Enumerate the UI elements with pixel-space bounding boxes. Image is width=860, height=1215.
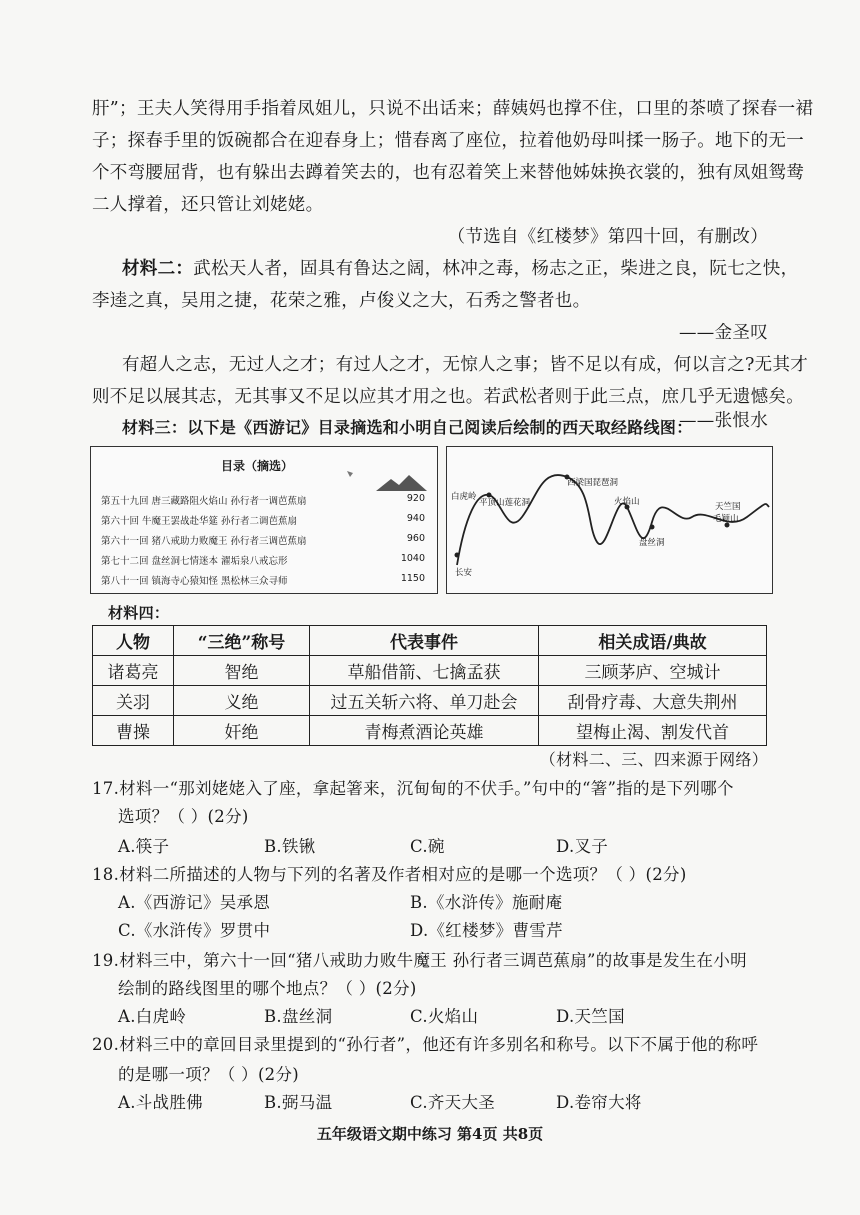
q17-option-c: C.碗 xyxy=(410,837,445,856)
table-cell: 关羽 xyxy=(93,686,174,716)
material2-author-1: ——金圣叹 xyxy=(679,323,768,343)
q20-line-2: 的是哪一项？（ ）(2分) xyxy=(118,1065,300,1084)
table-header-cell: 相关成语/典故 xyxy=(539,626,767,656)
material4-source: （材料二、三、四来源于网络） xyxy=(539,750,768,769)
material2-author-2: ——张恨水 xyxy=(679,411,768,431)
toc-page-1: 920 xyxy=(406,493,425,504)
toc-page-2: 940 xyxy=(406,513,425,524)
q17-line-1: 17.材料一“那刘姥姥入了座，拿起箸来，沉甸甸的不伏手。”句中的“箸”指的是下列哪个 xyxy=(92,779,734,798)
material2-label: 材料二： xyxy=(122,259,194,279)
q19-option-b: B.盘丝洞 xyxy=(264,1007,333,1026)
table-cell: 青梅煮酒论英雄 xyxy=(310,716,539,746)
toc-page-5: 1150 xyxy=(400,573,425,584)
q17-option-a: A.筷子 xyxy=(118,837,170,856)
q18-option-b: B.《水浒传》施耐庵 xyxy=(410,893,563,912)
q19-line-1: 19.材料三中，第六十一回“猪八戒助力败牛魔王 孙行者三调芭蕉扇”的故事是发生在小明 xyxy=(92,951,747,970)
table-row xyxy=(93,656,767,686)
table-header-cell: 代表事件 xyxy=(310,626,539,656)
toc-row-3: 第六十一回 猪八戒助力败魔王 孙行者三调芭蕉扇 xyxy=(101,536,307,547)
table-cell: 义绝 xyxy=(174,686,310,716)
table-cell: 望梅止渴、割发代首 xyxy=(539,716,767,746)
q18-option-d: D.《红楼梦》曹雪芹 xyxy=(410,921,563,940)
route-map xyxy=(446,446,773,594)
material4-label: 材料四： xyxy=(108,604,170,622)
toc-row-1: 第五十九回 唐三藏路阻火焰山 孙行者一调芭蕉扇 xyxy=(101,496,307,507)
q19-line-2: 绘制的路线图里的哪个地点？（ ）(2分) xyxy=(118,979,417,998)
route-label-pansi: 盘丝洞 xyxy=(639,538,665,548)
route-label-pingding: 平顶山莲花洞 xyxy=(479,498,531,508)
table-header-cell: “三绝”称号 xyxy=(174,626,310,656)
route-label-changan: 长安 xyxy=(455,568,473,578)
material2-line-4: 则不足以展其志，无其事又不足以应其才用之也。若武松者则于此三点，庶几乎无遗憾矣。 xyxy=(92,387,804,407)
table-cell: 曹操 xyxy=(93,716,174,746)
table-cell: 过五关斩六将、单刀赴会 xyxy=(310,686,539,716)
material1-line-1: 肝”；王夫人笑得用手指着凤姐儿，只说不出话来；薛姨妈也撑不住，口里的茶喷了探春一裙 xyxy=(92,99,814,119)
q18-line-1: 18.材料二所描述的人物与下列的名著及作者相对应的是哪一个选项？（ ）(2分) xyxy=(92,865,687,884)
table-cell: 草船借箭、七擒孟获 xyxy=(310,656,539,686)
route-label-tianzhu: 天竺国 xyxy=(715,502,741,512)
toc-row-4: 第七十二回 盘丝洞七情迷本 濯垢泉八戒忘形 xyxy=(101,556,288,567)
table-cell: 诸葛亮 xyxy=(93,656,174,686)
table-cell: 奸绝 xyxy=(174,716,310,746)
page-footer: 五年级语文期中练习 第4页 共8页 xyxy=(316,1125,544,1143)
material2-text-1: 武松天人者，固具有鲁达之阔，林冲之毒，杨志之正，柴进之良，阮七之快， xyxy=(193,259,799,279)
toc-page-3: 960 xyxy=(406,533,425,544)
toc-box xyxy=(90,446,438,594)
table-row xyxy=(93,716,767,746)
q20-line-1: 20.材料三中的章回目录里提到的“孙行者”，他还有许多别名和称号。以下不属于他的称呼 xyxy=(92,1035,759,1054)
q18-option-c: C.《水浒传》罗贯中 xyxy=(118,921,271,940)
table-header-cell: 人物 xyxy=(93,626,174,656)
material3-intro: 材料三：以下是《西游记》目录摘选和小明自己阅读后绘制的西天取经路线图： xyxy=(122,418,693,437)
route-label-xiliang: 西梁国琵琶洞 xyxy=(567,478,619,488)
q19-option-a: A.白虎岭 xyxy=(118,1007,187,1026)
material1-line-4: 二人撑着，还只管让刘姥姥。 xyxy=(92,195,324,215)
q17-line-2: 选项？（ ）(2分) xyxy=(118,807,249,826)
q20-option-d: D.卷帘大将 xyxy=(556,1093,642,1112)
material1-line-3: 个不弯腰屈背，也有躲出去蹲着笑去的，也有忍着笑上来替他姊妹换衣裳的，独有凤姐鸳鸯 xyxy=(92,163,804,183)
q20-option-c: C.齐天大圣 xyxy=(410,1093,496,1112)
toc-title: 目录（摘选） xyxy=(221,459,294,473)
route-label-maoying: 毛颖山 xyxy=(713,514,739,524)
q17-option-b: B.铁锹 xyxy=(264,837,316,856)
material2-line-3: 有超人之志，无过人之才；有过人之才，无惊人之事；皆不足以有成，何以言之?无其才 xyxy=(122,355,809,375)
toc-page-4: 1040 xyxy=(400,553,425,564)
toc-row-5: 第八十一回 镇海寺心猿知怪 黑松林三众寻师 xyxy=(101,576,288,587)
q19-option-c: C.火焰山 xyxy=(410,1007,479,1026)
material1-line-2: 子；探春手里的饭碗都合在迎春身上；惜春离了座位，拉着他奶母叫揉一肠子。地下的无一 xyxy=(92,131,804,151)
q19-option-d: D.天竺国 xyxy=(556,1007,625,1026)
q20-option-b: B.弼马温 xyxy=(264,1093,333,1112)
table-row xyxy=(93,686,767,716)
mountain-illustration xyxy=(341,461,431,495)
material1-source: （节选自《红楼梦》第四十回，有删改） xyxy=(447,227,768,247)
table-cell: 刮骨疗毒、大意失荆州 xyxy=(539,686,767,716)
q20-option-a: A.斗战胜佛 xyxy=(118,1093,203,1112)
material2-line-1 xyxy=(122,258,798,280)
route-map-svg xyxy=(447,447,772,593)
route-label-huoyan: 火焰山 xyxy=(614,497,640,507)
table-header-row xyxy=(93,626,767,656)
table-cell: 智绝 xyxy=(174,656,310,686)
material2-line-2: 李逵之真，吴用之捷，花荣之雅，卢俊义之大，石秀之警者也。 xyxy=(92,291,591,311)
route-label-baihuling: 白虎岭 xyxy=(451,492,477,502)
toc-row-2: 第六十回 牛魔王罢战赴华筵 孙行者二调芭蕉扇 xyxy=(101,516,298,527)
table-cell: 三顾茅庐、空城计 xyxy=(539,656,767,686)
q17-option-d: D.叉子 xyxy=(556,837,609,856)
three-wonders-table xyxy=(92,625,767,746)
q18-option-a: A.《西游记》吴承恩 xyxy=(118,893,271,912)
